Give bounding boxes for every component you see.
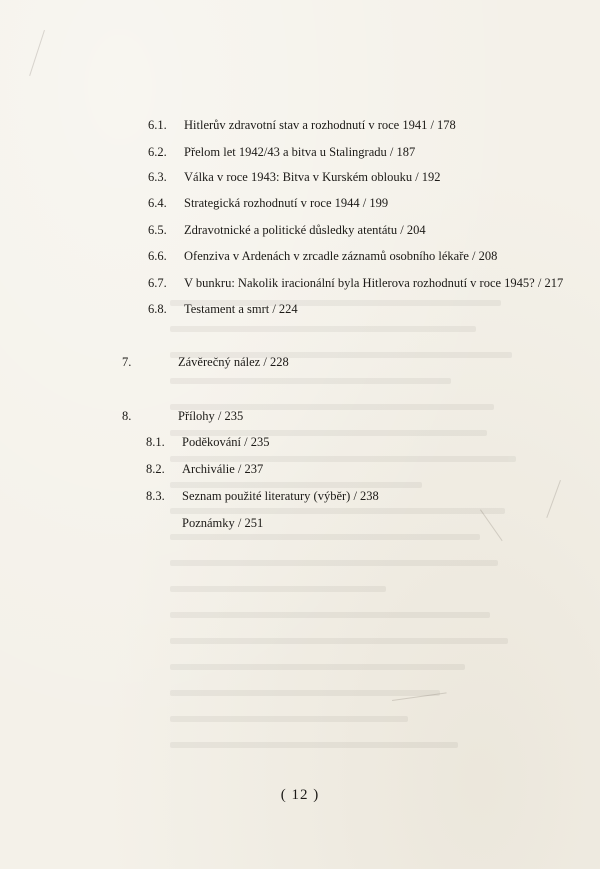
toc-entry-number: 6.6. (148, 249, 167, 263)
paper-scratch (29, 30, 45, 76)
toc-entry-title: Archiválie / 237 (182, 462, 264, 476)
toc-entry-number: 8.1. (146, 435, 165, 449)
toc-entry-title: Přelom let 1942/43 a bitva u Stalingradu / 187 (184, 145, 416, 159)
toc-entry-title: Válka v roce 1943: Bitva v Kurském oblouku / 192 (184, 170, 441, 184)
toc-entry-number: 6.2. (148, 145, 167, 159)
toc-chapter-number: 7. (122, 355, 132, 369)
toc-entry-number: 8.3. (146, 489, 165, 503)
toc-entry-title: Poděkování / 235 (182, 435, 270, 449)
toc-entry-number: 6.3. (148, 170, 167, 184)
page-number: ( 12 ) (280, 787, 320, 803)
toc-entry-title: Testament a smrt / 224 (184, 302, 298, 316)
toc-chapter-title: Závěrečný nález / 228 (178, 355, 289, 369)
toc-entry-title: Hitlerův zdravotní stav a rozhodnutí v roce 1941 / 178 (184, 118, 456, 132)
toc-entry-title: Strategická rozhodnutí v roce 1944 / 199 (184, 196, 389, 210)
toc-entry-title: Seznam použité literatury (výběr) / 238 (182, 489, 379, 503)
paper-scratch (392, 692, 447, 701)
toc-entry-title: Zdravotnické a politické důsledky atentátu / 204 (184, 223, 426, 237)
toc-entry-number: 6.1. (148, 118, 167, 132)
toc-entry-number: 6.5. (148, 223, 167, 237)
toc-entry-title: Ofenziva v Ardenách v zrcadle záznamů osobního lékaře / 208 (184, 249, 498, 263)
paper-scratch (546, 480, 561, 518)
paper-scratch (480, 509, 503, 541)
toc-chapter-title: Přílohy / 235 (178, 409, 244, 423)
toc-entry-number: 6.8. (148, 302, 167, 316)
toc-entry-title: V bunkru: Nakolik iracionální byla Hitlerova rozhodnutí v roce 1945? / 217 (184, 276, 564, 290)
toc-entry-number: 6.7. (148, 276, 167, 290)
toc-entry-number: 8.2. (146, 462, 165, 476)
toc-chapter-number: 8. (122, 409, 132, 423)
toc-entry-number: 6.4. (148, 196, 167, 210)
toc-entry-title: Poznámky / 251 (182, 516, 264, 530)
